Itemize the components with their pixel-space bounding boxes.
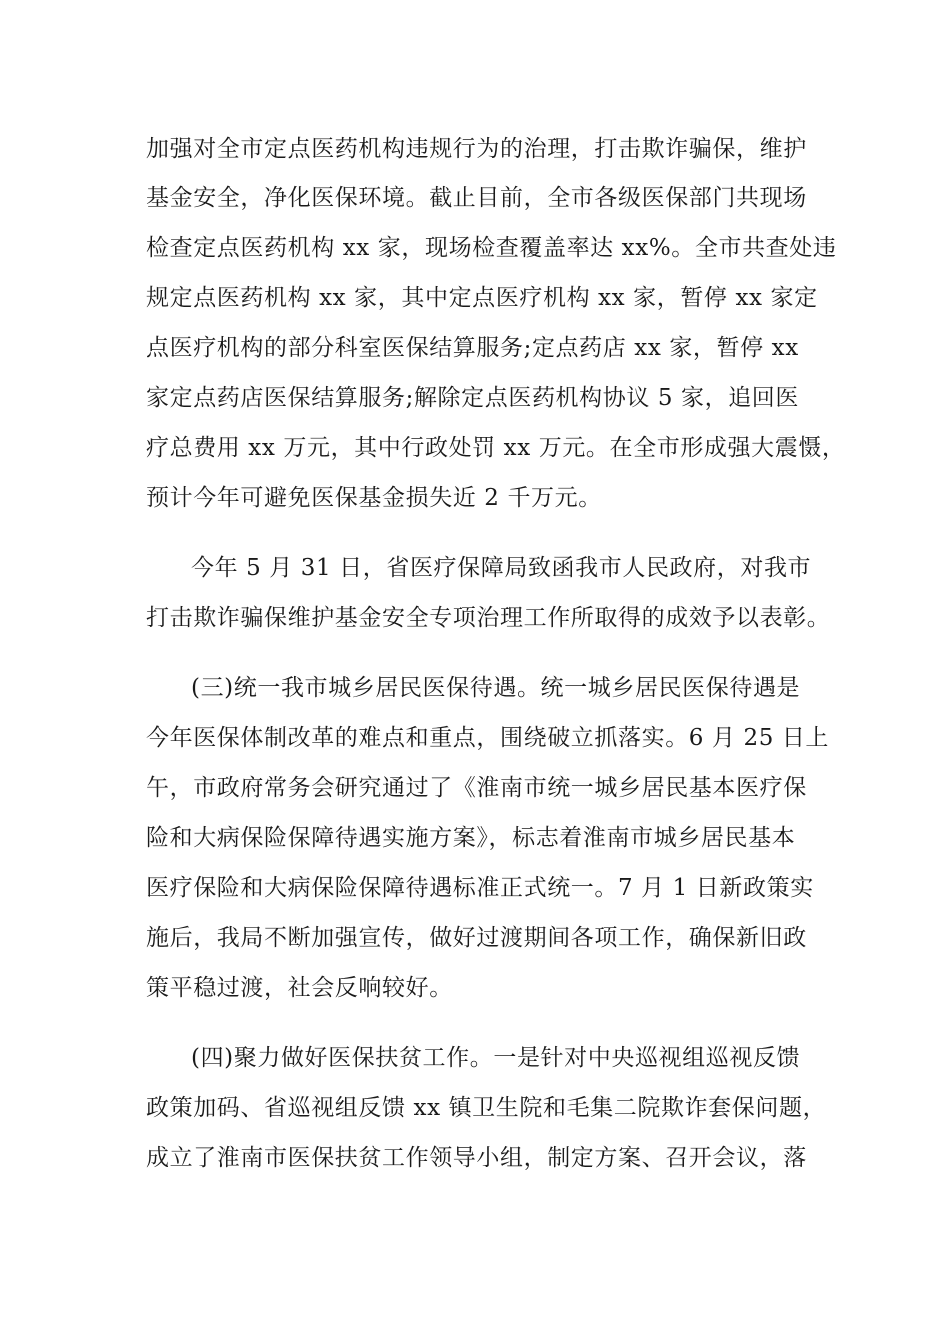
paragraph-1-line-1: 加强对全市定点医药机构违规行为的治理，打击欺诈骗保，维护 bbox=[146, 136, 807, 162]
paragraph-3-line-3: 午，市政府常务会研究通过了《淮南市统一城乡居民基本医疗保 bbox=[146, 775, 807, 801]
paragraph-4-line-1: (四)聚力做好医保扶贫工作。一是针对中央巡视组巡视反馈 bbox=[191, 1045, 801, 1071]
paragraph-3-line-1: (三)统一我市城乡居民医保待遇。统一城乡居民医保待遇是 bbox=[191, 675, 801, 701]
paragraph-1-line-8: 预计今年可避免医保基金损失近 2 千万元。 bbox=[146, 485, 602, 511]
paragraph-1-line-6: 家定点药店医保结算服务;解除定点医药机构协议 5 家，追回医 bbox=[146, 385, 800, 411]
paragraph-1-line-7: 疗总费用 xx 万元，其中行政处罚 xx 万元。在全市形成强大震慑， bbox=[146, 435, 846, 461]
paragraph-1-line-5: 点医疗机构的部分科室医保结算服务;定点药店 xx 家，暂停 xx bbox=[146, 335, 799, 361]
paragraph-3-line-6: 施后，我局不断加强宣传，做好过渡期间各项工作，确保新旧政 bbox=[146, 925, 807, 951]
paragraph-1-line-4: 规定点医药机构 xx 家，其中定点医疗机构 xx 家，暂停 xx 家定 bbox=[146, 285, 818, 311]
paragraph-1-line-3: 检查定点医药机构 xx 家，现场检查覆盖率达 xx%。全市共查处违 bbox=[146, 235, 837, 261]
paragraph-3-line-7: 策平稳过渡，社会反响较好。 bbox=[146, 975, 453, 1001]
paragraph-4-line-3: 成立了淮南市医保扶贫工作领导小组，制定方案、召开会议，落 bbox=[146, 1145, 807, 1171]
paragraph-2-line-1: 今年 5 月 31 日，省医疗保障局致函我市人民政府，对我市 bbox=[191, 555, 812, 581]
paragraph-3-line-5: 医疗保险和大病保险保障待遇标准正式统一。7 月 1 日新政策实 bbox=[146, 875, 814, 901]
paragraph-2-line-2: 打击欺诈骗保维护基金安全专项治理工作所取得的成效予以表彰。 bbox=[146, 605, 831, 631]
paragraph-1-line-2: 基金安全，净化医保环境。截止目前，全市各级医保部门共现场 bbox=[146, 185, 807, 211]
paragraph-3-line-4: 险和大病保险保障待遇实施方案》，标志着淮南市城乡居民基本 bbox=[146, 825, 796, 851]
paragraph-4-line-2: 政策加码、省巡视组反馈 xx 镇卫生院和毛集二院欺诈套保问题， bbox=[146, 1095, 827, 1121]
paragraph-3-line-2: 今年医保体制改革的难点和重点，围绕破立抓落实。6 月 25 日上 bbox=[146, 725, 830, 751]
